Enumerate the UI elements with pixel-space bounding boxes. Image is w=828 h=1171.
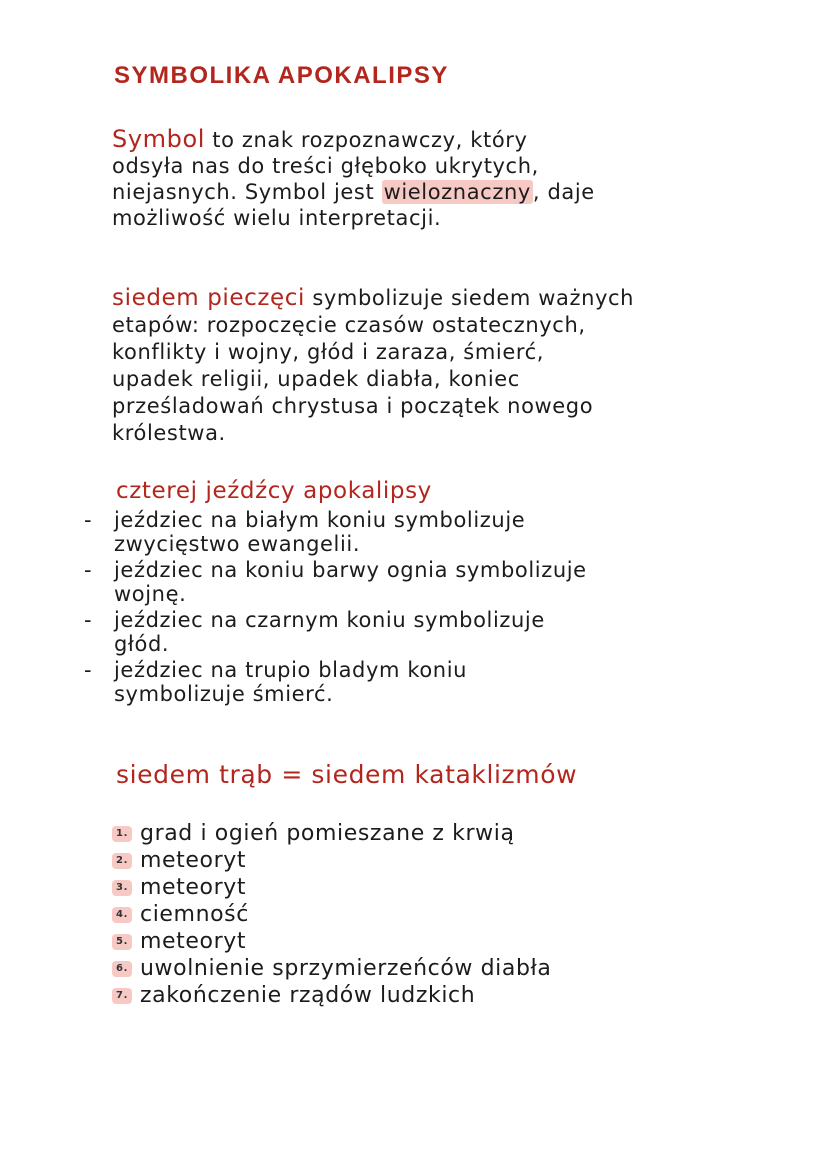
number-badge: 4.: [112, 907, 132, 923]
dash-bullet: -: [84, 508, 93, 532]
trumpet-item-text: meteoryt: [140, 929, 247, 954]
rider-item-4-line-2: symbolizuje śmierć.: [114, 682, 334, 706]
number-badge: 7.: [112, 988, 132, 1004]
rider-item-1-line-2: zwycięstwo ewangelii.: [114, 532, 361, 556]
riders-list: [84, 508, 587, 708]
trumpet-item: [112, 847, 551, 874]
symbol-line-3: [112, 179, 595, 205]
symbol-term: Symbol: [112, 125, 206, 153]
dash-bullet: -: [84, 608, 93, 632]
rider-item-1: [84, 508, 587, 556]
trumpet-item: [112, 901, 551, 928]
rider-item-3-line-1: jeździec na czarnym koniu symbolizuje: [114, 608, 545, 632]
symbol-definition: [112, 126, 595, 231]
seals-line-3: konflikty i wojny, głód i zaraza, śmierć,: [112, 340, 545, 364]
symbol-line-2: odsyła nas do treści głęboko ukrytych,: [112, 154, 539, 178]
symbol-line-3-before: niejasnych. Symbol jest: [112, 180, 382, 204]
number-badge: 2.: [112, 853, 132, 869]
trumpet-item: [112, 955, 551, 982]
rider-item-3-line-2: głód.: [114, 632, 170, 656]
rider-item-2-line-2: wojnę.: [114, 582, 187, 606]
highlighted-word: wieloznaczny: [383, 180, 531, 204]
trumpets-heading: siedem trąb = siedem kataklizmów: [116, 760, 578, 789]
number-badge: 1.: [112, 826, 132, 842]
symbol-line-1: [112, 126, 595, 153]
rider-item-2: [84, 558, 587, 606]
trumpet-item-text: meteoryt: [140, 848, 247, 873]
seals-line-6: królestwa.: [112, 421, 226, 445]
page-title: SYMBOLIKA APOKALIPSY: [114, 62, 449, 89]
dash-bullet: -: [84, 658, 93, 682]
number-badge: 5.: [112, 934, 132, 950]
trumpet-item-text: zakończenie rządów ludzkich: [140, 983, 476, 1008]
symbol-line-4: możliwość wielu interpretacji.: [112, 206, 442, 230]
seals-line-1: [112, 285, 634, 312]
rider-item-3: [84, 608, 587, 656]
seals-line-5: prześladowań chrystusa i początek nowego: [112, 394, 594, 418]
seals-paragraph: [112, 285, 634, 447]
seals-term: siedem pieczęci: [112, 285, 306, 311]
number-badge: 6.: [112, 961, 132, 977]
symbol-line-3-after: , daje: [532, 180, 595, 204]
rider-item-2-line-1: jeździec na koniu barwy ognia symbolizuje: [114, 558, 587, 582]
trumpet-item: [112, 874, 551, 901]
trumpet-item-text: ciemność: [140, 902, 249, 927]
number-badge: 3.: [112, 880, 132, 896]
rider-item-4-line-1: jeździec na trupio bladym koniu: [114, 658, 468, 682]
trumpet-item-text: grad i ogień pomieszane z krwią: [140, 821, 515, 846]
riders-heading: czterej jeźdźcy apokalipsy: [116, 478, 432, 504]
rider-item-1-line-1: jeździec na białym koniu symbolizuje: [114, 508, 526, 532]
seals-line-4: upadek religii, upadek diabła, koniec: [112, 367, 520, 391]
trumpet-item: [112, 982, 551, 1009]
rider-item-4: [84, 658, 587, 706]
dash-bullet: -: [84, 558, 93, 582]
seals-line-2: etapów: rozpoczęcie czasów ostatecznych,: [112, 313, 586, 337]
seals-line-1-text: symbolizuje siedem ważnych: [305, 286, 635, 310]
trumpet-item: [112, 928, 551, 955]
symbol-line-1-text: to znak rozpoznawczy, który: [205, 128, 528, 152]
trumpets-list: [112, 820, 551, 1009]
trumpet-item-text: uwolnienie sprzymierzeńców diabła: [140, 956, 552, 981]
trumpet-item: [112, 820, 551, 847]
trumpet-item-text: meteoryt: [140, 875, 247, 900]
